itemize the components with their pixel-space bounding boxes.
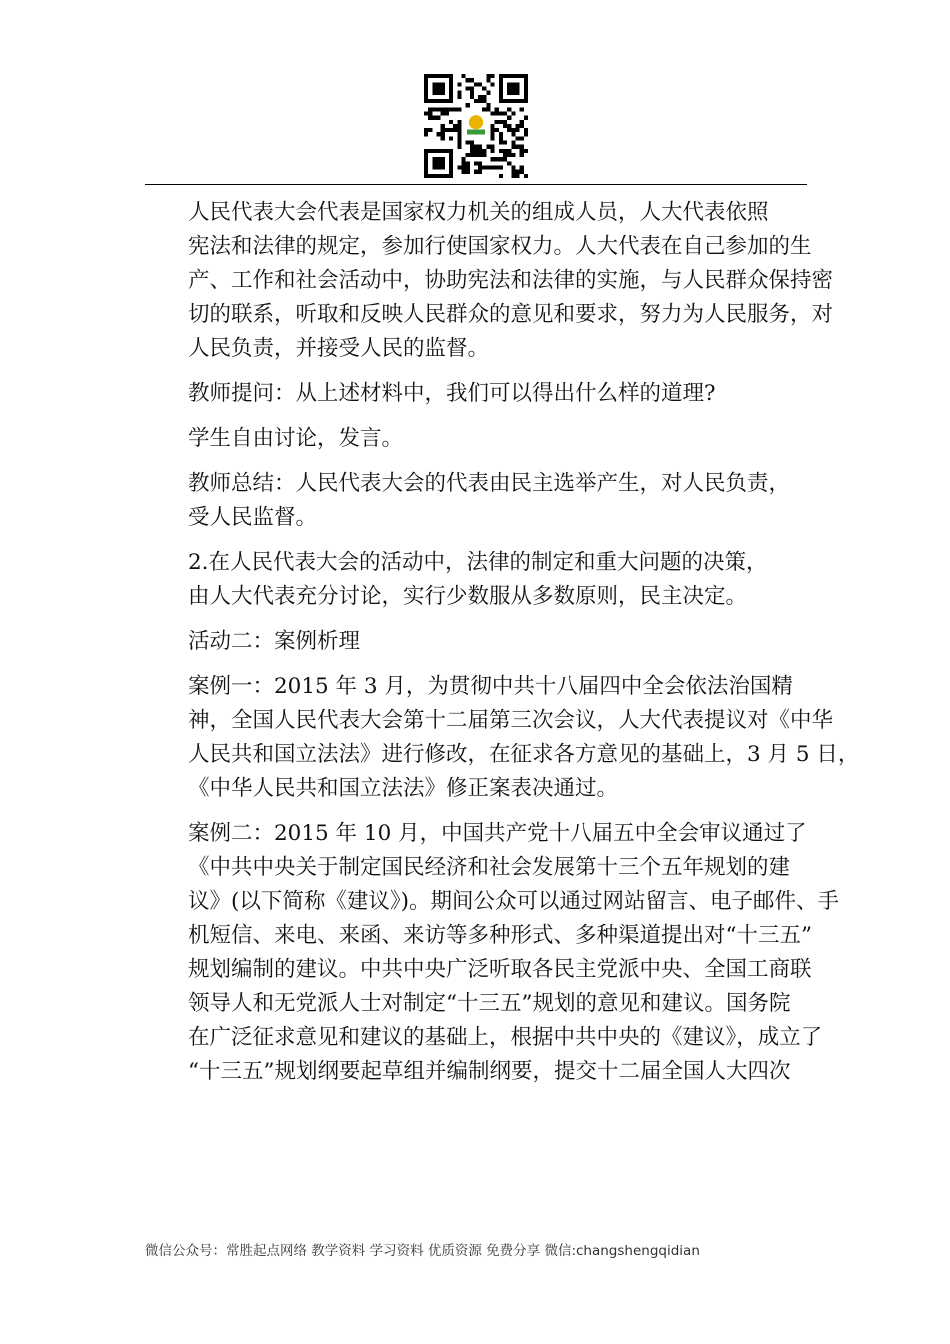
text-line: 人民共和国立法法》进行修改，在征求各方意见的基础上，3 月 5 日， [188, 742, 860, 767]
paragraph [145, 377, 809, 411]
text-line: 领导人和无党派人士对制定“十三五”规划的意见和建议。国务院 [188, 991, 791, 1016]
text-line: 神，全国人民代表大会第十二届第三次会议，人大代表提议对《中华 [188, 708, 834, 733]
text-line: 《中共中央关于制定国民经济和社会发展第十三个五年规划的建 [188, 855, 791, 880]
text-line: 活动二：案例析理 [188, 629, 361, 654]
document-body [145, 196, 860, 1100]
footer-text: 微信公众号：常胜起点网络 教学资料 学习资料 优质资源 免费分享 微信:changshengqidian [145, 1243, 700, 1259]
text-line: 教师提问：从上述材料中，我们可以得出什么样的道理? [188, 381, 716, 406]
text-line: 机短信、来电、来函、来访等多种形式、多种渠道提出对“十三五” [188, 923, 812, 948]
text-line: 案例一：2015 年 3 月，为贯彻中共十八届四中全会依法治国精 [188, 674, 793, 699]
text-line: 2.在人民代表大会的活动中，法律的制定和重大问题的决策， [188, 550, 768, 575]
paragraph [145, 670, 860, 806]
text-line: 教师总结：人民代表大会的代表由民主选举产生，对人民负责， [188, 471, 791, 496]
header-divider [145, 184, 807, 185]
paragraph [145, 467, 809, 535]
paragraph [145, 817, 840, 1089]
text-line: 宪法和法律的规定，参加行使国家权力。人大代表在自己参加的生 [188, 234, 812, 259]
text-line: 《中华人民共和国立法法》修正案表决通过。 [188, 776, 619, 801]
text-line: 人民代表大会代表是国家权力机关的组成人员，人大代表依照 [188, 200, 769, 225]
text-line: 人民负责，并接受人民的监督。 [188, 336, 490, 361]
paragraph [145, 422, 809, 456]
text-line: 议》(以下简称《建议》)。期间公众可以通过网站留言、电子邮件、手 [188, 889, 840, 914]
text-line: “十三五”规划纲要起草组并编制纲要，提交十二届全国人大四次 [188, 1059, 791, 1084]
text-line: 案例二：2015 年 10 月，中国共产党十八届五中全会审议通过了 [188, 821, 807, 846]
paragraph [145, 625, 809, 659]
paragraph [145, 546, 809, 614]
text-line: 在广泛征求意见和建议的基础上，根据中共中央的《建议》，成立了 [188, 1025, 823, 1050]
qr-code [424, 74, 528, 178]
text-line: 规划编制的建议。中共中央广泛听取各民主党派中央、全国工商联 [188, 957, 812, 982]
text-line: 切的联系，听取和反映人民群众的意见和要求，努力为人民服务，对 [188, 302, 834, 327]
paragraph [145, 196, 834, 366]
text-line: 产、工作和社会活动中，协助宪法和法律的实施，与人民群众保持密 [188, 268, 834, 293]
qr-code-icon [424, 74, 528, 178]
text-line: 由人大代表充分讨论，实行少数服从多数原则，民主决定。 [188, 584, 748, 609]
text-line: 学生自由讨论，发言。 [188, 426, 404, 451]
text-line: 受人民监督。 [188, 505, 318, 530]
